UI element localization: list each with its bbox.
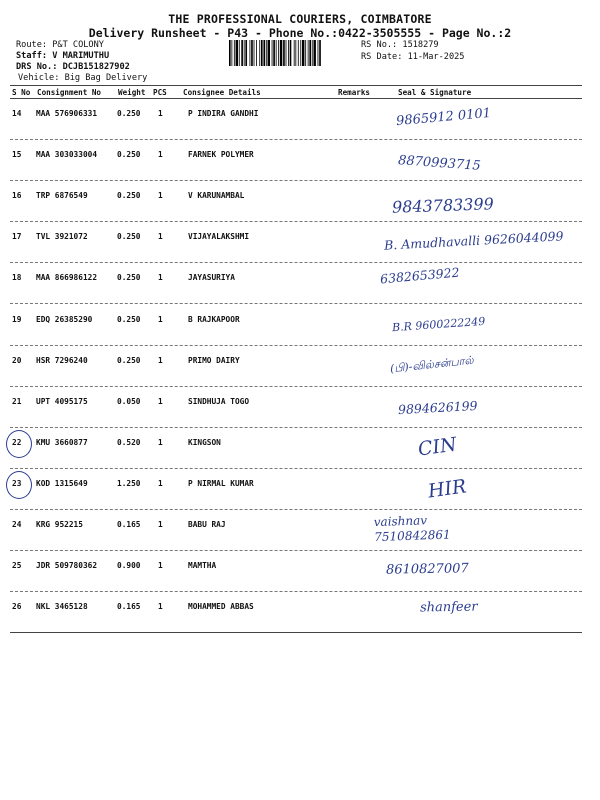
runsheet-label: Delivery Runsheet - P43 — [88, 26, 249, 40]
signature-row-16: 9843783399 — [391, 194, 495, 217]
cell-sno: 21 — [12, 396, 22, 406]
cell-consignee: FARNEK POLYMER — [188, 150, 254, 160]
table-row — [10, 346, 582, 387]
cell-pcs: 1 — [158, 602, 163, 612]
cell-consignment: KOD 1315649 — [36, 478, 88, 488]
cell-consignment: NKL 3465128 — [36, 602, 88, 612]
table-row — [10, 263, 582, 304]
runsheet-subtitle — [0, 26, 600, 40]
cell-consignee: JAYASURIYA — [188, 273, 235, 283]
cell-weight: 0.250 — [117, 232, 141, 242]
signature-row-17: B. Amudhavalli 9626044099 — [383, 228, 564, 253]
cell-pcs: 1 — [158, 232, 163, 242]
company-title: THE PROFESSIONAL COURIERS, COIMBATORE — [168, 12, 432, 26]
signature-row-19: B.R 9600222249 — [391, 314, 486, 335]
cell-sno: 19 — [12, 314, 22, 324]
signature-row-15: 8870993715 — [397, 153, 482, 174]
rs-date-label: RS Date: 11-Mar-2025 — [361, 52, 465, 62]
header-top-rule — [10, 85, 582, 86]
cell-weight: 0.250 — [117, 273, 141, 283]
cell-weight: 0.165 — [117, 520, 141, 529]
cell-weight: 0.250 — [117, 150, 141, 160]
cell-consignment: MAA 866986122 — [36, 273, 98, 283]
cell-consignee: KINGSON — [188, 437, 221, 447]
signature-row-26: shanfeer — [419, 599, 478, 616]
col-header-pcs: PCS — [153, 88, 167, 97]
cell-pcs: 1 — [158, 355, 163, 365]
cell-weight: 0.520 — [117, 437, 141, 447]
cell-weight: 0.250 — [117, 314, 141, 324]
table-row — [10, 140, 582, 181]
cell-consignment: HSR 7296240 — [36, 355, 88, 365]
col-header-consignment: Consignment No — [37, 88, 102, 97]
phone-label: Phone No.:0422-3505555 — [268, 26, 422, 40]
cell-consignment: EDQ 26385290 — [36, 314, 93, 324]
cell-consignment: MAA 303033004 — [36, 150, 98, 160]
cell-sno: 24 — [12, 520, 22, 529]
cell-pcs: 1 — [158, 437, 163, 447]
cell-pcs: 1 — [158, 314, 163, 324]
cell-sno: 26 — [12, 602, 22, 612]
signature-row-20: (பி)-வில்சன்பால் — [389, 353, 475, 376]
cell-pcs: 1 — [158, 273, 163, 283]
cell-sno: 14 — [12, 109, 22, 118]
cell-pcs: 1 — [158, 109, 163, 118]
cell-pcs: 1 — [158, 561, 163, 571]
rs-number-label: RS No.: 1518279 — [361, 40, 439, 50]
cell-consignment: UPT 4095175 — [36, 396, 88, 406]
cell-consignee: VIJAYALAKSHMI — [188, 232, 250, 242]
cell-consignee: P NIRMAL KUMAR — [188, 478, 254, 488]
table-row — [10, 181, 582, 222]
table-row — [10, 551, 582, 592]
barcode-image — [229, 40, 352, 66]
table-bottom-rule — [10, 632, 582, 633]
signature-row-18: 6382653922 — [379, 264, 461, 287]
cell-consignee: PRIMO DAIRY — [188, 355, 240, 365]
table-row — [10, 99, 582, 140]
cell-sno: 16 — [12, 191, 22, 201]
cell-sno: 25 — [12, 561, 22, 571]
signature-row-23: HIR — [426, 475, 468, 503]
signature-row-14: 9865912 0101 — [395, 105, 492, 130]
subtitle-separator: - — [248, 26, 269, 40]
cell-consignee: SINDHUJA TOGO — [188, 396, 250, 406]
table-row — [10, 510, 582, 551]
drs-label: DRS No.: DCJB151827902 — [16, 62, 130, 72]
cell-weight: 0.250 — [117, 355, 141, 365]
cell-pcs: 1 — [158, 520, 163, 529]
cell-consignment: KMU 3660877 — [36, 437, 88, 447]
table-row — [10, 305, 582, 346]
cell-consignment: TRP 6876549 — [36, 191, 88, 201]
table-row — [10, 469, 582, 510]
pen-circle-mark — [6, 471, 32, 499]
cell-consignee: MOHAMMED ABBAS — [188, 602, 254, 612]
route-label: Route: P&T COLONY — [16, 40, 104, 50]
cell-sno: 20 — [12, 355, 22, 365]
table-row — [10, 387, 582, 428]
cell-pcs: 1 — [158, 478, 163, 488]
cell-pcs: 1 — [158, 191, 163, 201]
subtitle-separator: - — [421, 26, 442, 40]
signature-row-25: 8610827007 — [385, 561, 469, 578]
cell-pcs: 1 — [158, 150, 163, 160]
col-header-signature: Seal & Signature — [398, 88, 472, 97]
cell-consignee: MAMTHA — [188, 561, 217, 571]
col-header-weight: Weight — [118, 88, 146, 97]
cell-consignee: B RAJKAPOOR — [188, 314, 240, 324]
cell-weight: 1.250 — [117, 478, 141, 488]
table-row — [10, 428, 582, 469]
cell-weight: 0.250 — [117, 109, 141, 118]
col-header-consignee: Consignee Details — [183, 88, 261, 97]
cell-weight: 0.165 — [117, 602, 141, 612]
cell-consignment: TVL 3921072 — [36, 232, 88, 242]
pen-circle-mark — [6, 430, 32, 458]
page-label: Page No.:2 — [441, 26, 512, 40]
cell-pcs: 1 — [158, 396, 163, 406]
table-row — [10, 592, 582, 633]
cell-consignment: MAA 576906331 — [36, 109, 98, 118]
cell-sno: 17 — [12, 232, 22, 242]
cell-sno: 22 — [12, 437, 22, 447]
cell-weight: 0.250 — [117, 191, 141, 201]
cell-consignment: KRG 952215 — [36, 520, 83, 529]
vehicle-label: Vehicle: Big Bag Delivery — [18, 73, 148, 83]
cell-consignee: BABU RAJ — [188, 520, 226, 529]
col-header-sno: S No — [12, 88, 31, 97]
signature-row-22: CIN — [416, 433, 459, 461]
signature-row-24: vaishnav 7510842861 — [373, 513, 451, 545]
cell-consignment: JDR 509780362 — [36, 561, 98, 571]
cell-weight: 0.050 — [117, 396, 141, 406]
cell-sno: 18 — [12, 273, 22, 283]
staff-label: Staff: V MARIMUTHU — [16, 51, 110, 61]
col-header-remarks: Remarks — [338, 88, 371, 97]
cell-sno: 15 — [12, 150, 22, 160]
signature-row-21: 9894626199 — [397, 397, 478, 418]
cell-consignee: P INDIRA GANDHI — [188, 109, 259, 118]
cell-consignee: V KARUNAMBAL — [188, 191, 245, 201]
cell-weight: 0.900 — [117, 561, 141, 571]
cell-sno: 23 — [12, 478, 22, 488]
